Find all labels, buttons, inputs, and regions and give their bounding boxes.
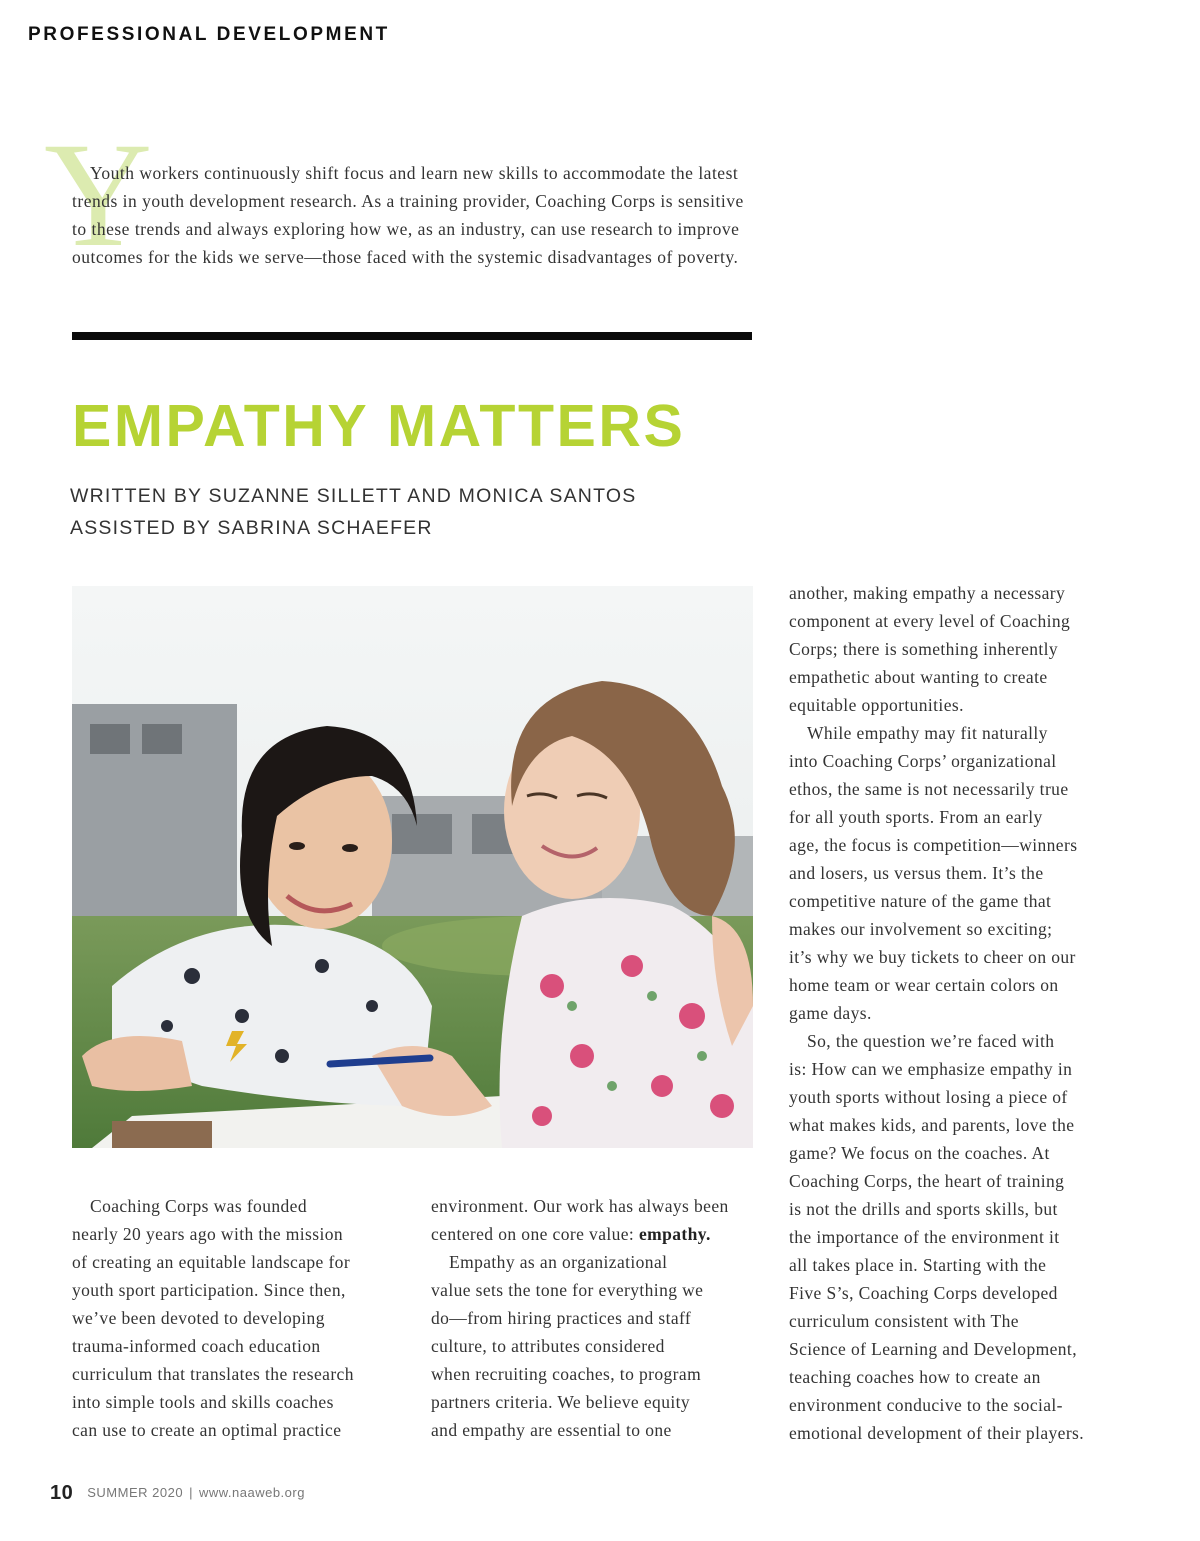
body-line: component at every level of Coaching	[789, 611, 1071, 631]
body-line: youth sports without losing a piece of	[789, 1087, 1068, 1107]
body-line: and losers, us versus them. It’s the	[789, 863, 1044, 883]
body-line: for all youth sports. From an early	[789, 807, 1043, 827]
body-line: is: How can we emphasize empathy in	[789, 1059, 1073, 1079]
body-column-1	[72, 1192, 402, 1444]
body-line: home team or wear certain colors on	[789, 975, 1059, 995]
body-line: age, the focus is competition—winners	[789, 835, 1078, 855]
body-line: While empathy may fit naturally	[807, 723, 1048, 743]
issue-label: SUMMER 2020	[87, 1485, 184, 1500]
body-column-3	[789, 579, 1129, 1447]
body-line: into Coaching Corps’ organizational	[789, 751, 1057, 771]
body-column-2	[431, 1192, 761, 1444]
body-line: So, the question we’re faced with	[807, 1031, 1055, 1051]
body-line: we’ve been devoted to developing	[72, 1308, 325, 1328]
body-line: environment conducive to the social-	[789, 1395, 1063, 1415]
body-line: game? We focus on the coaches. At	[789, 1143, 1050, 1163]
body-line: ethos, the same is not necessarily true	[789, 779, 1069, 799]
body-line: when recruiting coaches, to program	[431, 1364, 702, 1384]
body-line: value sets the tone for everything we	[431, 1280, 704, 1300]
body-line: the importance of the environment it	[789, 1227, 1060, 1247]
body-line	[431, 1220, 761, 1248]
article-photo	[72, 586, 753, 1148]
body-line: Coaching Corps was founded	[90, 1196, 307, 1216]
body-line: Empathy as an organizational	[449, 1252, 668, 1272]
emphasis-empathy: empathy.	[638, 1224, 711, 1244]
body-line: what makes kids, and parents, love the	[789, 1115, 1075, 1135]
section-label: PROFESSIONAL DEVELOPMENT	[28, 24, 390, 45]
body-line: it’s why we buy tickets to cheer on our	[789, 947, 1076, 967]
body-line: Five S’s, Coaching Corps developed	[789, 1283, 1058, 1303]
body-line: can use to create an optimal practice	[72, 1420, 342, 1440]
body-line: equitable opportunities.	[789, 695, 964, 715]
body-line: curriculum that translates the research	[72, 1364, 354, 1384]
body-line: nearly 20 years ago with the mission	[72, 1224, 344, 1244]
byline-authors: WRITTEN BY SUZANNE SILLETT AND MONICA SANTOS	[70, 485, 637, 507]
body-line: all takes place in. Starting with the	[789, 1255, 1047, 1275]
body-line: competitive nature of the game that	[789, 891, 1052, 911]
body-line: Coaching Corps, the heart of training	[789, 1171, 1065, 1191]
body-line: Corps; there is something inherently	[789, 639, 1059, 659]
body-line: another, making empathy a necessary	[789, 583, 1066, 603]
body-line-text: centered on one core value:	[431, 1224, 635, 1244]
body-line: do—from hiring practices and staff	[431, 1308, 692, 1328]
website-link[interactable]: www.naaweb.org	[198, 1485, 305, 1500]
section-divider	[72, 332, 752, 340]
footer-separator: |	[189, 1485, 193, 1500]
article-headline: EMPATHY MATTERS	[72, 393, 686, 459]
drop-cap: Y	[44, 112, 153, 278]
body-line: of creating an equitable landscape for	[72, 1252, 351, 1272]
body-line: game days.	[789, 1003, 872, 1023]
page-number: 10	[50, 1482, 74, 1504]
byline	[70, 480, 636, 544]
body-line: is not the drills and sports skills, but	[789, 1199, 1058, 1219]
body-line: curriculum consistent with The	[789, 1311, 1019, 1331]
body-line: teaching coaches how to create an	[789, 1367, 1041, 1387]
body-line: youth sport participation. Since then,	[72, 1280, 346, 1300]
body-line: partners criteria. We believe equity	[431, 1392, 691, 1412]
body-line: empathetic about wanting to create	[789, 667, 1048, 687]
intro-text: Youth workers continuously shift focus and learn new skills to accommodate the latest trends in youth development research. As a training provider, Coaching Corps is sensitive to these trends and always exploring how we, as an industry, can use research to improve outcomes for the kids we serve—those faced with the systemic disadvantages of poverty.	[72, 163, 744, 267]
byline-assist: ASSISTED BY SABRINA SCHAEFER	[70, 517, 433, 539]
body-line: culture, to attributes considered	[431, 1336, 665, 1356]
body-line: into simple tools and skills coaches	[72, 1392, 334, 1412]
body-line: environment. Our work has always been	[431, 1196, 729, 1216]
body-line: Science of Learning and Development,	[789, 1339, 1077, 1359]
body-line: and empathy are essential to one	[431, 1420, 672, 1440]
body-line: emotional development of their players.	[789, 1423, 1085, 1443]
page-footer	[50, 1482, 305, 1505]
intro-paragraph	[72, 159, 762, 271]
body-line: trauma-informed coach education	[72, 1336, 321, 1356]
body-line: makes our involvement so exciting;	[789, 919, 1053, 939]
